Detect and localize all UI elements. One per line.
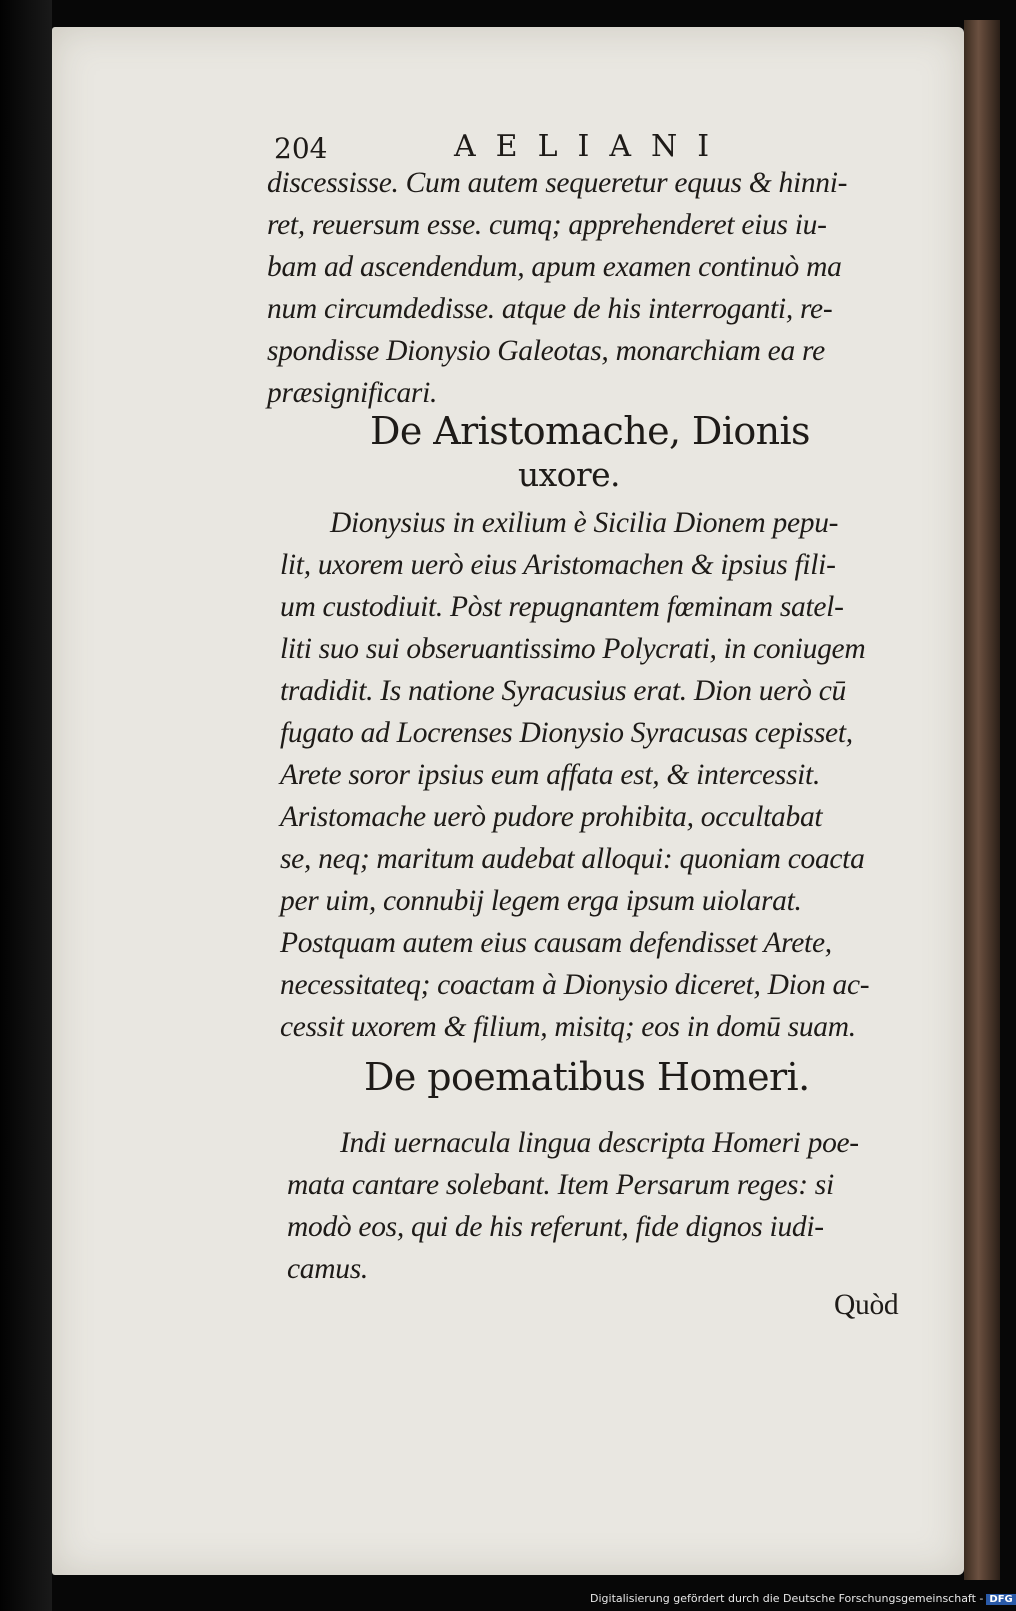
text-line: bam ad ascendendum, apum examen continuò ma	[267, 251, 842, 283]
section-heading: De poematibus Homeri.	[364, 1055, 810, 1099]
scan-left-edge	[0, 0, 52, 1611]
text-line: tradidit. Is natione Syracusius erat. Dion uerò cū	[280, 675, 846, 707]
credit-text: Digitalisierung gefördert durch die Deutsche Forschungsgemeinschaft -	[590, 1592, 984, 1605]
text-line: fugato ad Locrenses Dionysio Syracusas cepisset,	[280, 717, 853, 749]
page-text	[52, 27, 964, 1575]
text-line: ret, reuersum esse. cumq; apprehenderet eius iu-	[267, 209, 827, 241]
text-line: camus.	[287, 1253, 368, 1285]
section-heading-continued: uxore.	[518, 455, 620, 494]
dfg-logo: DFG	[986, 1594, 1015, 1605]
text-line: præsignificari.	[267, 377, 438, 409]
book-spine	[964, 20, 1000, 1580]
text-line: necessitateq; coactam à Dionysio diceret, Dion ac-	[280, 969, 870, 1001]
text-line: mata cantare solebant. Item Persarum reges: si	[287, 1169, 834, 1201]
digitization-credit	[590, 1592, 1016, 1605]
text-line: Arete soror ipsius eum affata est, & intercessit.	[280, 759, 821, 791]
text-line: per uim, connubij legem erga ipsum uiolarat.	[280, 885, 802, 917]
text-line: liti suo sui obseruantissimo Polycrati, in coniugem	[280, 633, 866, 665]
text-line: spondisse Dionysio Galeotas, monarchiam ea re	[267, 335, 825, 367]
text-line: Dionysius in exilium è Sicilia Dionem pepu-	[330, 507, 839, 539]
text-line: Postquam autem eius causam defendisset Arete,	[280, 927, 832, 959]
text-line: se, neq; maritum audebat alloqui: quoniam coacta	[280, 843, 865, 875]
text-line: modò eos, qui de his referunt, fide dignos iudi-	[287, 1211, 824, 1243]
catchword: Quòd	[834, 1289, 899, 1321]
page-number: 204	[274, 132, 328, 165]
running-head: AELIANI	[454, 129, 730, 164]
text-line: Aristomache uerò pudore prohibita, occultabat	[280, 801, 823, 833]
section-heading: De Aristomache, Dionis	[370, 409, 810, 453]
text-line: cessit uxorem & filium, misitq; eos in domū suam.	[280, 1011, 856, 1043]
text-line: um custodiuit. Pòst repugnantem fœminam satel-	[280, 591, 844, 623]
text-line: num circumdedisse. atque de his interroganti, re-	[267, 293, 833, 325]
text-line: discessisse. Cum autem sequeretur equus & hinni-	[267, 167, 848, 199]
text-line: Indi uernacula lingua descripta Homeri poe-	[340, 1127, 859, 1159]
book-page	[52, 27, 964, 1575]
text-line: lit, uxorem uerò eius Aristomachen & ipsius fili-	[280, 549, 836, 581]
